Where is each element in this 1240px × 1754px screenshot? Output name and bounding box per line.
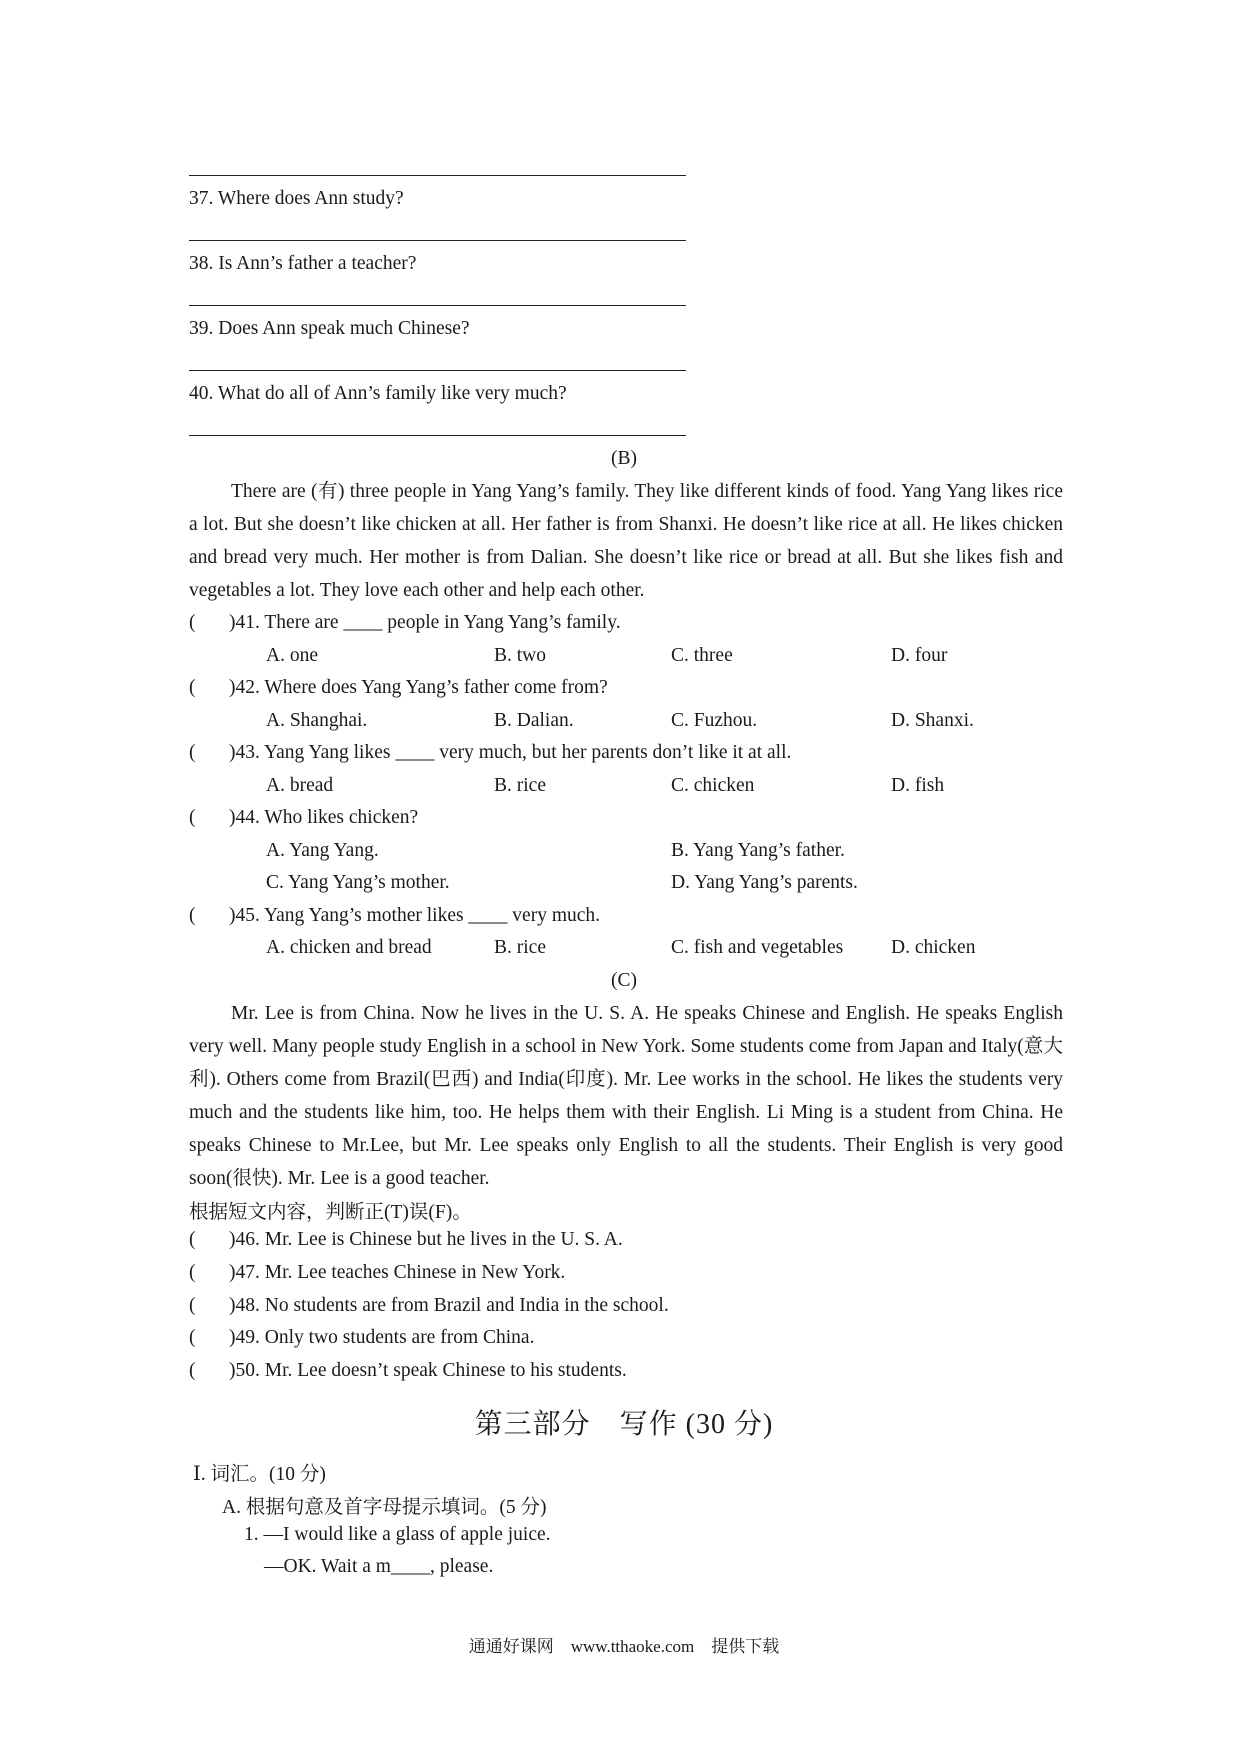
option-b: B. two: [494, 645, 547, 666]
question-44: )44. Who likes chicken?: [229, 807, 419, 828]
answer-bracket: (: [189, 1360, 196, 1381]
answer-bracket: (: [189, 742, 196, 763]
fill-in-question-1: 1. —I would like a glass of apple juice.: [244, 1524, 551, 1545]
answer-bracket: (: [189, 807, 196, 828]
answer-line: [189, 370, 686, 371]
page-footer: 通通好课网 www.tthaoke.com 提供下载: [468, 1637, 780, 1656]
answer-bracket: (: [189, 677, 196, 698]
question-37: 37. Where does Ann study?: [189, 188, 404, 209]
option-d: D. four: [891, 645, 948, 666]
option-a: A. one: [266, 645, 318, 666]
question-47: )47. Mr. Lee teaches Chinese in New York.: [229, 1262, 566, 1283]
option-a: A. Yang Yang.: [266, 840, 379, 861]
answer-bracket: (: [189, 1229, 196, 1250]
section-b-heading: (B): [611, 448, 637, 469]
option-d: D. fish: [891, 775, 945, 796]
option-c: C. Fuzhou.: [671, 710, 758, 731]
answer-line: [189, 175, 686, 176]
option-b: B. rice: [494, 775, 546, 796]
question-39: 39. Does Ann speak much Chinese?: [189, 318, 470, 339]
option-d: D. chicken: [891, 937, 976, 958]
option-a: A. Shanghai.: [266, 710, 368, 731]
option-a: A. bread: [266, 775, 334, 796]
option-d: D. Shanxi.: [891, 710, 974, 731]
answer-bracket: (: [189, 1295, 196, 1316]
question-45: )45. Yang Yang’s mother likes ____ very much.: [229, 905, 601, 926]
answer-bracket: (: [189, 905, 196, 926]
answer-bracket: (: [189, 1262, 196, 1283]
option-c: C. fish and vegetables: [671, 937, 844, 958]
answer-line: [189, 305, 686, 306]
question-42: )42. Where does Yang Yang’s father come from?: [229, 677, 608, 698]
option-b: B. Yang Yang’s father.: [671, 840, 845, 861]
question-41: )41. There are ____ people in Yang Yang’s family.: [229, 612, 621, 633]
option-a: A. chicken and bread: [266, 937, 432, 958]
section-b-passage: There are (有) three people in Yang Yang’s family. They like different kinds of food. Yang Yang likes rice a lot. But she doesn’t like chicken at all. Her father is from Shanxi. He doesn’t like rice at all. He likes chicken and bread very much. Her mother is from Dalian. She doesn’t like rice or bread at all. But she likes fish and vegetables a lot. They love each other and help each other.: [189, 481, 1063, 601]
option-b: B. rice: [494, 937, 546, 958]
answer-line: [189, 240, 686, 241]
option-d: D. Yang Yang’s parents.: [671, 872, 858, 893]
fill-in-instruction: A. 根据句意及首字母提示填词。(5 分): [222, 1497, 547, 1518]
section-c-passage: Mr. Lee is from China. Now he lives in the U. S. A. He speaks Chinese and English. He speaks English very well. Many people study English in a school in New York. Some students come from Japan and Italy(意大利). Others come from Brazil(巴西) and India(印度). Mr. Lee works in the school. He likes the students very much and the students like him, too. He helps them with their English. Li Ming is a student from China. He speaks Chinese to Mr.Lee, but Mr. Lee speaks only English to all the students. Their English is very good soon(很快). Mr. Lee is a good teacher.: [189, 1003, 1064, 1189]
question-49: )49. Only two students are from China.: [229, 1327, 535, 1348]
question-38: 38. Is Ann’s father a teacher?: [189, 253, 417, 274]
question-48: )48. No students are from Brazil and India in the school.: [229, 1295, 669, 1316]
part3-title: 第三部分 写作 (30 分): [474, 1409, 774, 1440]
question-50: )50. Mr. Lee doesn’t speak Chinese to his students.: [229, 1360, 627, 1381]
option-b: B. Dalian.: [494, 710, 574, 731]
fill-in-question-1-reply: —OK. Wait a m____, please.: [264, 1556, 494, 1577]
question-40: 40. What do all of Ann’s family like very much?: [189, 383, 567, 404]
vocabulary-heading: Ⅰ. 词汇。(10 分): [193, 1464, 326, 1485]
option-c: C. chicken: [671, 775, 755, 796]
answer-bracket: (: [189, 612, 196, 633]
question-43: )43. Yang Yang likes ____ very much, but her parents don’t like it at all.: [229, 742, 792, 763]
section-c-heading: (C): [611, 970, 637, 991]
answer-line: [189, 435, 686, 436]
option-c: C. Yang Yang’s mother.: [266, 872, 450, 893]
question-46: )46. Mr. Lee is Chinese but he lives in the U. S. A.: [229, 1229, 623, 1250]
section-c-instruction: 根据短文内容，判断正(T)误(F)。: [189, 1202, 472, 1223]
answer-bracket: (: [189, 1327, 196, 1348]
option-c: C. three: [671, 645, 733, 666]
